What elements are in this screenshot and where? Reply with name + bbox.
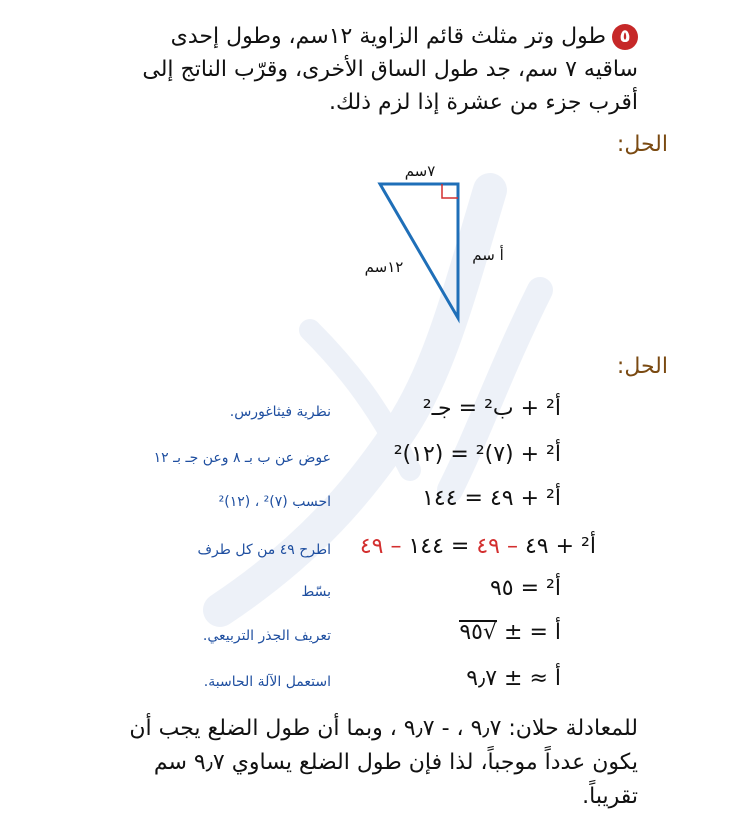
step-row — [0, 442, 756, 482]
conclusion-paragraph: للمعادلة حلان: ٩٫٧ ، - ٩٫٧ ، وبما أن طول الضلع يجب أن يكون عدداً موجباً، لذا فإن طول الضلع يساوي ٩٫٧ سم تقريباً. — [129, 716, 638, 809]
step-row — [0, 486, 756, 526]
top-side-label: ٧سم — [404, 162, 436, 180]
step-row — [0, 620, 756, 660]
step-equation: أ ≈ ± ٩٫٧ — [466, 666, 561, 691]
solution-heading-2: الحل: — [616, 354, 668, 379]
step-note: اطرح ٤٩ من كل طرف — [197, 542, 331, 558]
step-row — [0, 576, 756, 616]
step-equation: أ² + ب² = جـ² — [422, 396, 561, 421]
step-note: نظرية فيثاغورس. — [229, 404, 331, 420]
step-equation: أ² + (٧)² = (١٢)² — [393, 442, 561, 467]
step-note: تعريف الجذر التربيعي. — [202, 628, 331, 644]
hypotenuse-label: ١٢سم — [364, 258, 404, 276]
problem-text: طول وتر مثلث قائم الزاوية ١٢سم، وطول إحدى ساقيه ٧ سم، جد طول الساق الأخرى، وقرّب الناتج إلى أقرب جزء من عشرة إذا لزم ذلك. — [142, 24, 638, 115]
problem-number-badge: ٥ — [612, 24, 638, 50]
step-note: عوض عن ب بـ ٨ وعن جـ بـ ١٢ — [153, 450, 331, 466]
step-note: استعمل الآلة الحاسبة. — [203, 674, 331, 690]
right-triangle-figure — [340, 150, 540, 330]
eq-part: أ² + ٤٩ — [524, 534, 596, 559]
step-equation: أ² + ٤٩ = ١٤٤ — [422, 486, 561, 511]
square-root: √٩٥ — [459, 620, 498, 645]
step-note: بسّط — [301, 584, 331, 600]
eq-subtract-left: – ٤٩ — [476, 534, 518, 559]
solution-heading-1: الحل: — [616, 132, 668, 157]
step-note: احسب (٧)² ، (١٢)² — [218, 494, 331, 510]
eq-subtract-right: – ٤٩ — [359, 534, 402, 559]
eq-part: = ١٤٤ — [408, 534, 470, 559]
step-row — [0, 666, 756, 706]
triangle-shape — [380, 184, 458, 318]
step-equation — [360, 534, 596, 559]
right-side-label: أ سم — [472, 246, 504, 264]
step-equation — [459, 620, 561, 645]
right-angle-mark — [442, 184, 458, 198]
eq-part: أ = ± — [504, 620, 561, 645]
step-equation: أ² = ٩٥ — [489, 576, 561, 601]
problem-statement — [118, 20, 638, 119]
step-row — [0, 396, 756, 436]
step-row — [0, 534, 756, 574]
